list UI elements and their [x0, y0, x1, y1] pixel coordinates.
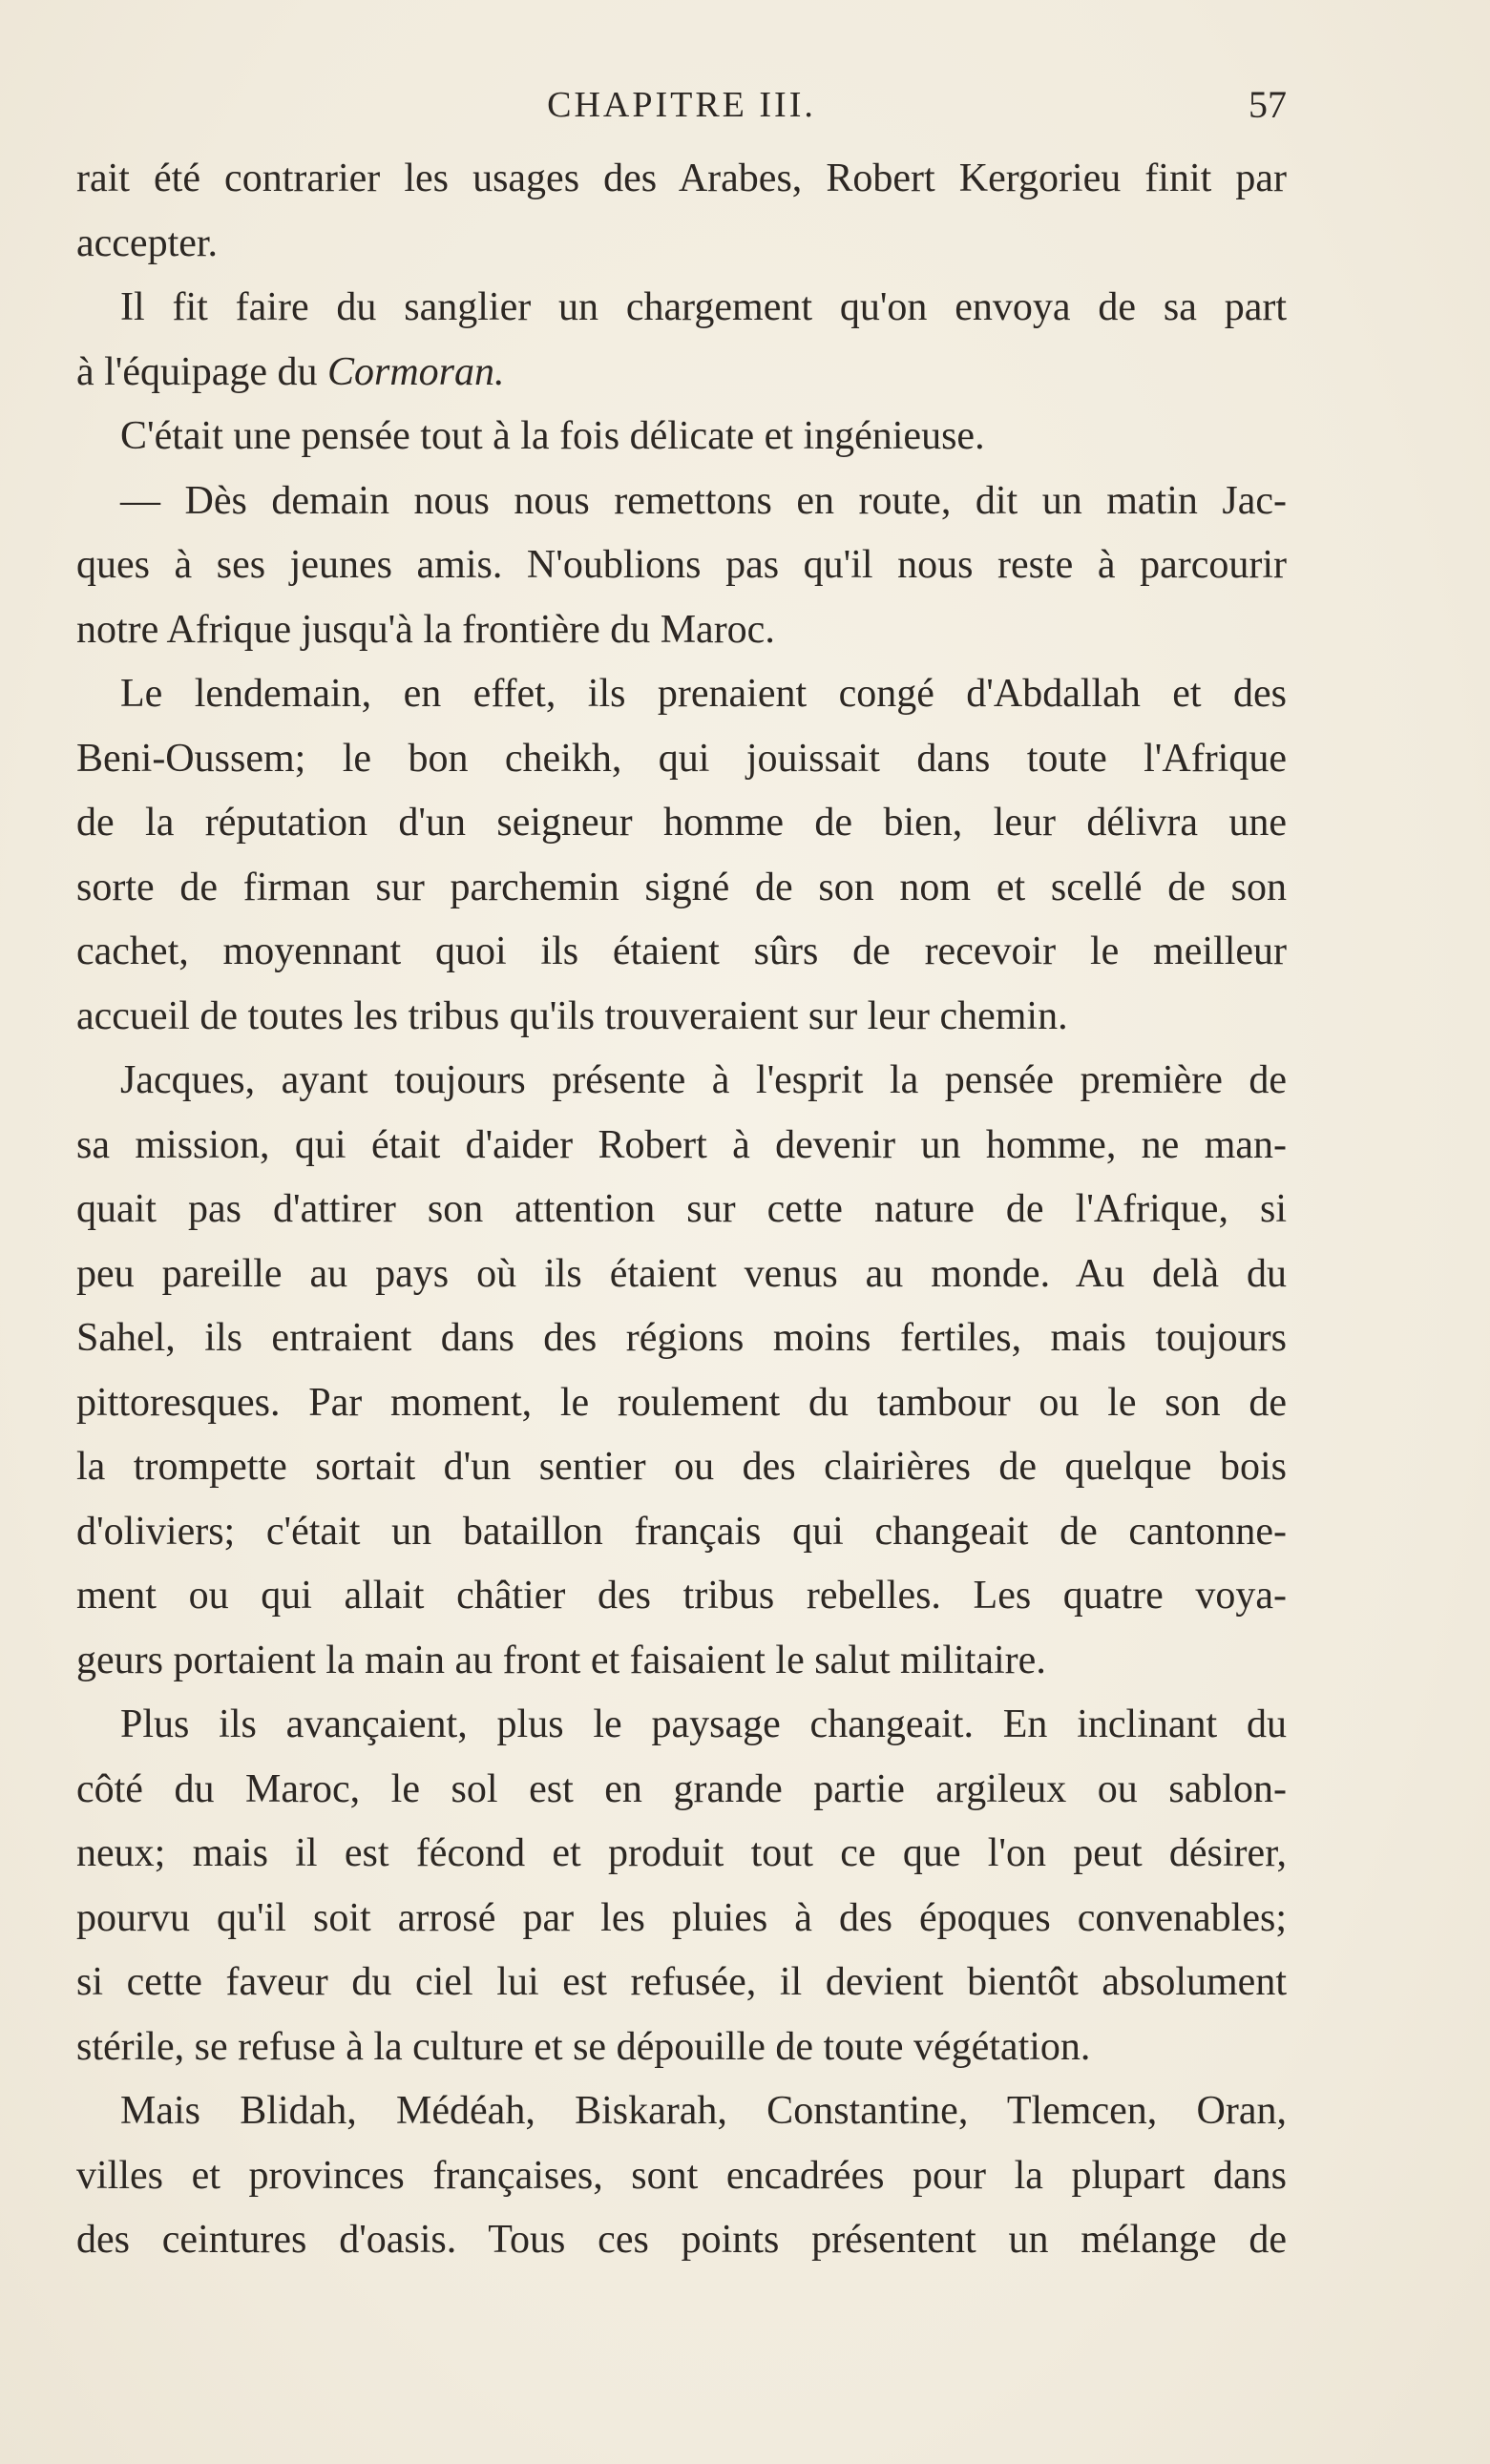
running-title: CHAPITRE III.	[547, 85, 816, 125]
ship-name: Cormoran.	[326, 349, 505, 394]
text-line: stérile, se refuse à la culture et se dépouille de toute végétation.	[76, 2024, 1091, 2069]
text-line: peu pareille au pays où ils étaient venus au monde. Au delà du	[76, 1251, 1287, 1296]
text-line: Le lendemain, en effet, ils prenaient congé d'Abdallah et des	[120, 672, 1287, 716]
text-line: ment ou qui allait châtier des tribus rebelles. Les quatre voya-	[76, 1574, 1287, 1618]
text-line: pourvu qu'il soit arrosé par les pluies à des époques convenables;	[76, 1895, 1287, 1940]
body-text	[76, 147, 1287, 2273]
text-line: d'oliviers; c'était un bataillon français qui changeait de cantonne-	[76, 1509, 1287, 1554]
text-line: — Dès demain nous nous remettons en route, dit un matin Jac-	[120, 478, 1287, 523]
page-header	[76, 76, 1287, 134]
text-line: côté du Maroc, le sol est en grande partie argileux ou sablon-	[76, 1766, 1287, 1811]
text-line: geurs portaient la main au front et faisaient le salut militaire.	[76, 1638, 1046, 1682]
text-line	[76, 341, 1287, 406]
text-line: cachet, moyennant quoi ils étaient sûrs de recevoir le meilleur	[76, 929, 1287, 973]
text-line: Jacques, ayant toujours présente à l'esprit la pensée première de	[120, 1058, 1287, 1102]
text-line: la trompette sortait d'un sentier ou des clairières de quelque bois	[76, 1445, 1287, 1489]
text-line: quait pas d'attirer son attention sur cette nature de l'Afrique, si	[76, 1187, 1287, 1231]
text-line: accueil de toutes les tribus qu'ils trouveraient sur leur chemin.	[76, 993, 1068, 1038]
text-line: Plus ils avançaient, plus le paysage changeait. En inclinant du	[120, 1702, 1287, 1746]
text-line: rait été contrarier les usages des Arabes, Robert Kergorieu finit par	[76, 157, 1287, 200]
text-fragment: à l'équipage du	[76, 349, 327, 394]
text-line: Il fit faire du sanglier un chargement qu'on envoya de sa part	[120, 285, 1287, 329]
text-line: neux; mais il est fécond et produit tout ce que l'on peut désirer,	[76, 1831, 1287, 1875]
text-line: pittoresques. Par moment, le roulement du tambour ou le son de	[76, 1380, 1287, 1425]
text-line: notre Afrique jusqu'à la frontière du Maroc.	[76, 607, 775, 652]
text-line: villes et provinces françaises, sont encadrées pour la plupart dans	[76, 2153, 1287, 2198]
text-line: de la réputation d'un seigneur homme de bien, leur délivra une	[76, 801, 1287, 845]
text-line: ques à ses jeunes amis. N'oublions pas qu'il nous reste à parcourir	[76, 543, 1287, 587]
text-line: accepter.	[76, 220, 219, 265]
text-line: Beni-Oussem; le bon cheikh, qui jouissait dans toute l'Afrique	[76, 736, 1287, 781]
text-line: des ceintures d'oasis. Tous ces points présentent un mélange de	[76, 2218, 1287, 2262]
text-line: Sahel, ils entraient dans des régions moins fertiles, mais toujours	[76, 1316, 1287, 1360]
text-line: si cette faveur du ciel lui est refusée, il devient bientôt absolument	[76, 1960, 1287, 2004]
page-number: 57	[1249, 83, 1287, 126]
text-line: Mais Blidah, Médéah, Biskarah, Constantine, Tlemcen, Oran,	[120, 2089, 1287, 2133]
text-line: C'était une pensée tout à la fois délicate et ingénieuse.	[120, 414, 985, 458]
text-line: sorte de firman sur parchemin signé de son nom et scellé de son	[76, 865, 1287, 909]
text-line: sa mission, qui était d'aider Robert à devenir un homme, ne man-	[76, 1122, 1287, 1167]
